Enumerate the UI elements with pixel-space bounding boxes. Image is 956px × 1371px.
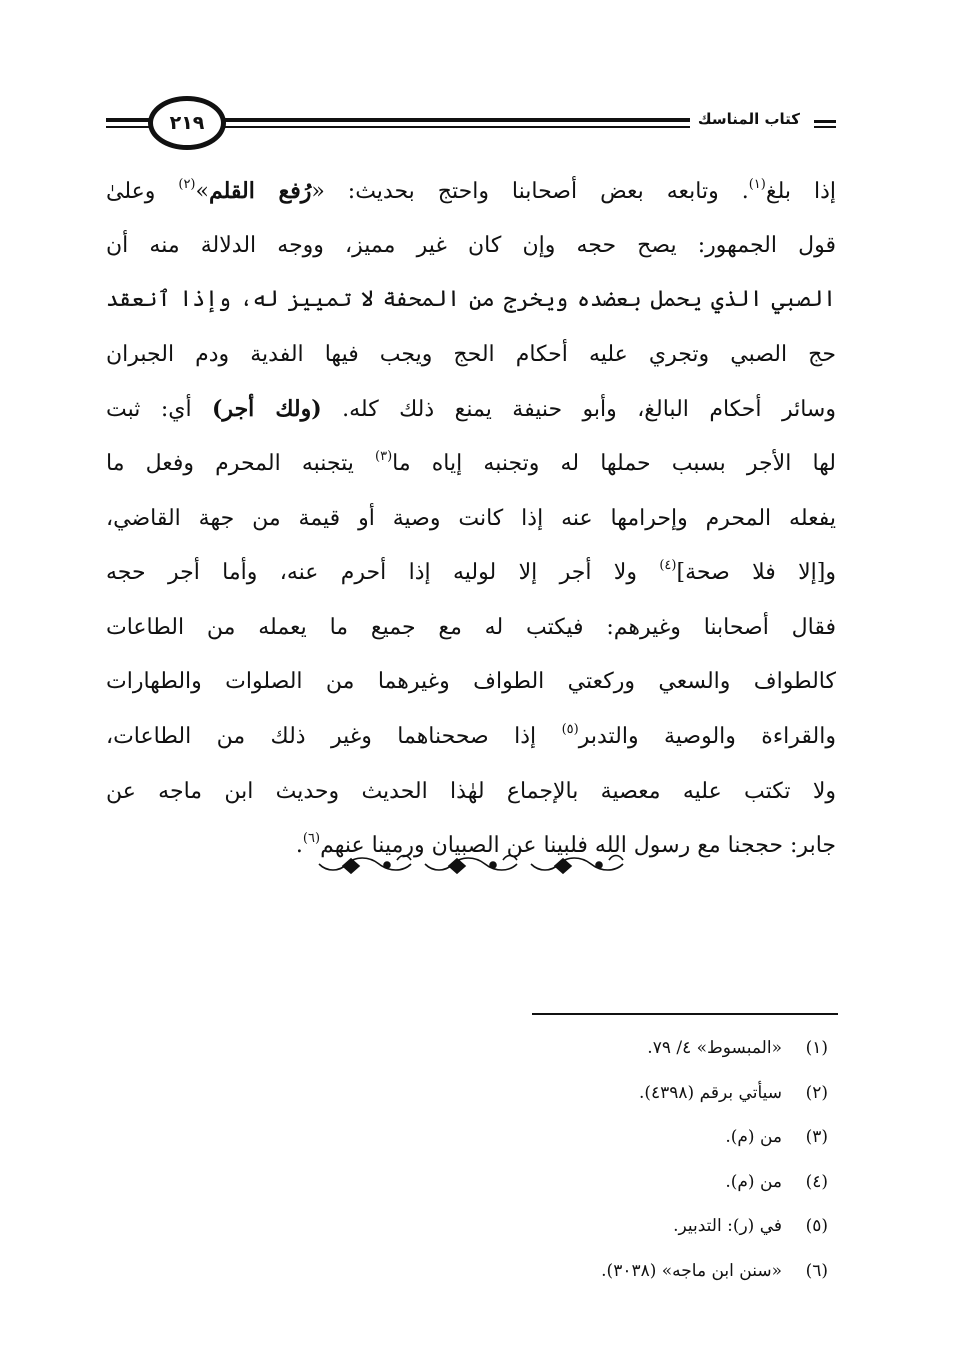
footnote-number: (٥) xyxy=(805,1216,828,1236)
footnote-number: (٤) xyxy=(805,1171,828,1192)
footnote-number: (٣) xyxy=(805,1127,828,1147)
footnote-ref[interactable]: (٥) xyxy=(561,721,579,737)
text-line: لها الأجر بسبب حملها له وتجنبه إياه ما$^{(٣)}$ يتجنبه المحرم وفعل ما xyxy=(106,448,836,476)
footnote-number: (١) xyxy=(805,1038,828,1058)
header-rule xyxy=(166,126,736,128)
footnote-item xyxy=(601,1071,828,1116)
footnote-number: (٢) xyxy=(805,1082,828,1103)
footnote-ref[interactable]: (٢) xyxy=(178,177,196,192)
text-line: والقراءة والوصية والتدبر$^{(٥)}$ إذا صححناهما وغير ذلك من الطاعات، xyxy=(106,721,836,749)
text-line: حج الصبي وتجري عليه أحكام الحج ويجب فيها الفدية ودم الجبران xyxy=(106,341,836,367)
page-number: ٢١٩ xyxy=(169,112,205,134)
footnote-item xyxy=(601,1204,828,1249)
footnote-text: في (ر): التدبير. xyxy=(673,1216,782,1236)
text-line: إذا بلغ$^{(١)}$. وتابعه بعض أصحابنا واحتج بحديث: «رُفع القلم»$^{(٢)}$ وعلىٰ xyxy=(106,177,836,204)
footnote-ref[interactable]: (١) xyxy=(748,177,766,192)
matn-quote: (ولك أجر) xyxy=(212,396,322,423)
header-rule xyxy=(166,118,736,122)
main-text xyxy=(106,164,836,874)
header-rule xyxy=(814,120,836,123)
text-line: كالطواف والسعي وركعتي الطواف وغيرهما من الصلوات والطهارات xyxy=(106,669,836,695)
text-line: ولا تكتب عليه معصية بالإجماع لهٰذا الحديث وحديث ابن ماجه عن xyxy=(106,778,836,804)
footnote-ref[interactable]: (٤) xyxy=(659,558,677,574)
footnote-text: «المبسوط» ٤/ ٧٩. xyxy=(647,1038,782,1058)
text-line: قول الجمهور: يصح حجه وإن كان غير مميز، ووجه الدلالة منه أن xyxy=(106,232,836,258)
footnote-text: من (م). xyxy=(725,1171,782,1192)
footnote-text: سيأتي برقم (٤٣٩٨). xyxy=(638,1082,782,1103)
header-rule xyxy=(814,126,836,128)
footnote-item xyxy=(601,1249,828,1294)
quoted-hadith: رُفع القلم xyxy=(208,178,312,204)
footnote-number: (٦) xyxy=(805,1260,828,1281)
footnote-item xyxy=(601,1160,828,1205)
footnote-text: «سنن ابن ماجه» (٣٠٣٨). xyxy=(601,1260,782,1281)
floral-divider-icon xyxy=(313,846,625,880)
footnote-item xyxy=(601,1026,828,1071)
footnote-ref[interactable]: (٣) xyxy=(375,448,393,464)
footnotes xyxy=(601,1026,828,1293)
chapter-title: كتاب المناسك xyxy=(690,110,808,128)
footnote-item xyxy=(601,1115,828,1160)
text-line: وسائر أحكام البالغ، وأبو حنيفة يمنع ذلك كله. (ولك أجر) أي: ثبت xyxy=(106,396,836,423)
text-line: فقال أصحابنا وغيرهم: فيكتب له مع جميع ما يعمله من الطاعات xyxy=(106,614,836,640)
footnote-separator xyxy=(532,1013,838,1015)
text-line: جابر: حججنا مع رسول الله فلبينا عن الصبيان ورمينا عنهم$^{(٦)}$. xyxy=(295,831,836,859)
footnote-text: من (م). xyxy=(725,1127,782,1147)
page-number-badge xyxy=(148,96,226,150)
text-line: و[إلا فلا صحة]$^{(٤)}$ ولا أجر إلا لوليه إذا أحرم عنه، وأما أجر حجه xyxy=(106,558,836,586)
text-line: يفعله المحرم وإحرامها عنه إذا كانت وصية أو قيمة من جهة القاضي، xyxy=(106,505,836,531)
footnote-ref[interactable]: (٦) xyxy=(302,831,321,847)
page-header xyxy=(106,96,836,166)
text-line: الصبي الذي يحمل بعضده ويخرج من المحفة لا تمييز له، وإذا ٱنعقد xyxy=(106,287,836,313)
